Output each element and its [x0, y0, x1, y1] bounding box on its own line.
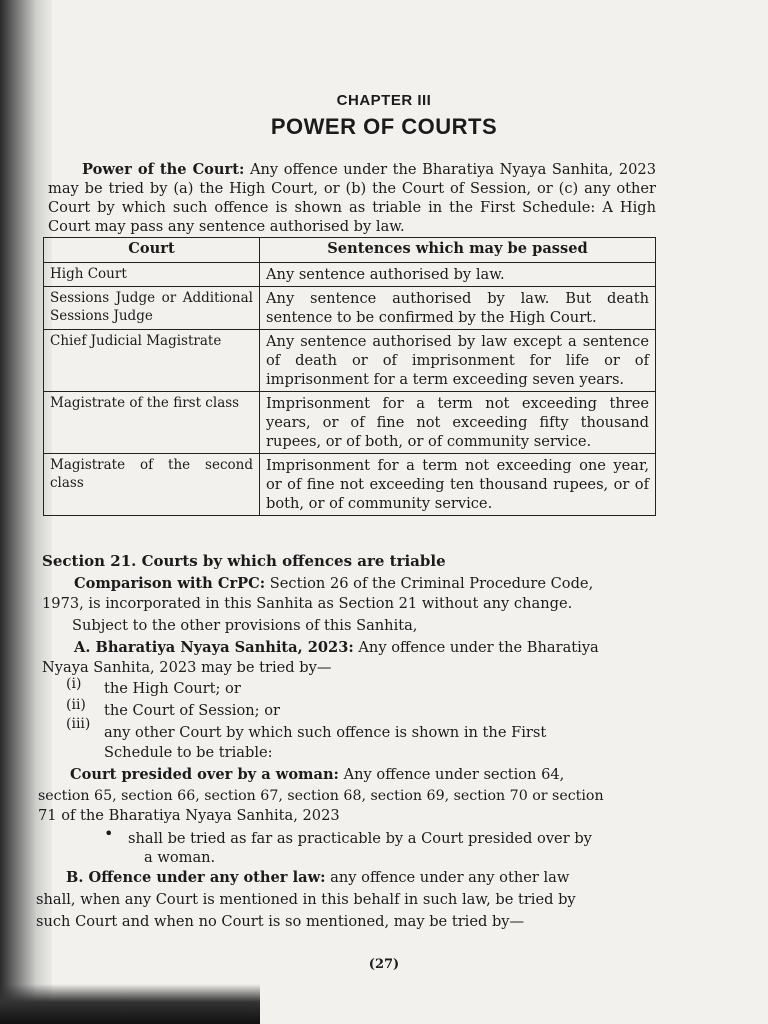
- list-marker: (ii): [66, 697, 86, 713]
- comparison-line: [74, 575, 593, 593]
- list-item: the Court of Session; or: [104, 702, 280, 719]
- subject-line: Subject to the other provisions of this Sanhita,: [72, 617, 418, 634]
- list-marker: (iii): [66, 716, 91, 732]
- woman-text: Any offence under section 64,: [338, 766, 565, 783]
- bullet-text: shall be tried as far as practicable by a Court presided over by: [128, 830, 592, 847]
- part-a-text: Any offence under the Bharatiya: [353, 639, 599, 656]
- woman-line: [70, 766, 564, 784]
- table-row: [44, 287, 656, 330]
- part-b-text: any offence under any other law: [325, 869, 570, 886]
- intro-paragraph: [48, 160, 656, 236]
- sentence-cell: Any sentence authorised by law. But death sentence to be confirmed by the High Court.: [260, 287, 656, 330]
- section-heading: Section 21. Courts by which offences are triable: [42, 552, 446, 570]
- woman-line-2: section 65, section 66, section 67, section 68, section 69, section 70 or section: [38, 788, 604, 804]
- list-marker: (i): [66, 676, 82, 692]
- part-b-line-3: such Court and when no Court is so mentioned, may be tried by—: [36, 913, 525, 930]
- woman-heading: Court presided over by a woman:: [70, 766, 339, 783]
- comparison-heading: Comparison with CrPC:: [74, 575, 266, 592]
- header-sentences: Sentences which may be passed: [260, 238, 656, 263]
- courts-sentences-table: [43, 237, 656, 516]
- sentence-cell: Any sentence authorised by law except a sentence of death or of imprisonment for life or of imprisonment for a term exceeding seven years.: [260, 330, 656, 392]
- court-cell: High Court: [44, 263, 260, 287]
- part-b-line: [66, 869, 569, 887]
- sentence-cell: Imprisonment for a term not exceeding one year, or of fine not exceeding ten thousand rupees, or of both, or of community service.: [260, 454, 656, 516]
- intro-heading: Power of the Court:: [82, 161, 245, 178]
- bullet-text-continued: a woman.: [144, 849, 216, 866]
- part-b-heading: B. Offence under any other law:: [66, 869, 326, 886]
- court-cell: Magistrate of the first class: [44, 392, 260, 454]
- list-item: any other Court by which such offence is shown in the First: [104, 724, 547, 741]
- sentence-cell: Any sentence authorised by law.: [260, 263, 656, 287]
- court-cell: Sessions Judge or Additional Sessions Judge: [44, 287, 260, 330]
- intro-text: Any offence under the Bharatiya Nyaya Sanhita, 2023 may be tried by (a) the High Court, or (b) the Court of Session, or (c) any other Court by which such offence is shown as triable in the First Schedule: A High Court may pass any sentence authorised by law.: [48, 161, 656, 235]
- table-row: [44, 263, 656, 287]
- table-row: [44, 330, 656, 392]
- part-b-line-2: shall, when any Court is mentioned in this behalf in such law, be tried by: [36, 891, 576, 908]
- part-a-line-2: Nyaya Sanhita, 2023 may be tried by—: [42, 659, 332, 676]
- court-cell: Magistrate of the second class: [44, 454, 260, 516]
- comparison-text: Section 26 of the Criminal Procedure Code,: [265, 575, 594, 592]
- chapter-title: POWER OF COURTS: [270, 114, 498, 139]
- bullet-icon: •: [104, 824, 114, 843]
- page-number: (27): [368, 957, 400, 972]
- header-court: Court: [44, 238, 260, 263]
- table-row: [44, 392, 656, 454]
- sentence-cell: Imprisonment for a term not exceeding three years, or of fine not exceeding fifty thousand rupees, or of both, or of community service.: [260, 392, 656, 454]
- chapter-number: CHAPTER III: [336, 92, 432, 109]
- woman-line-3: 71 of the Bharatiya Nyaya Sanhita, 2023: [38, 807, 340, 824]
- part-a-heading: A. Bharatiya Nyaya Sanhita, 2023:: [74, 639, 354, 656]
- table-row: [44, 454, 656, 516]
- comparison-line-2: 1973, is incorporated in this Sanhita as Section 21 without any change.: [42, 595, 573, 612]
- list-item-continued: Schedule to be triable:: [104, 744, 273, 761]
- part-a-line: [74, 639, 599, 657]
- court-cell: Chief Judicial Magistrate: [44, 330, 260, 392]
- list-item: the High Court; or: [104, 680, 241, 697]
- table-header-row: [44, 238, 656, 263]
